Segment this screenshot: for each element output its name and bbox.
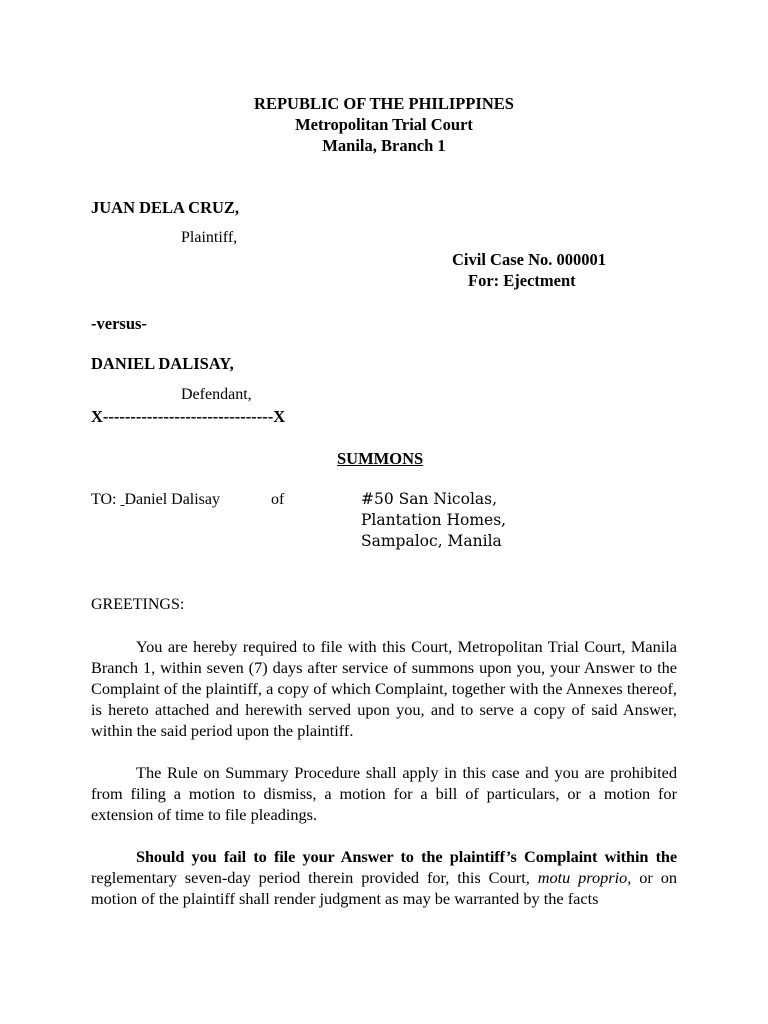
- versus-label: -versus-: [91, 314, 147, 333]
- header-branch: Manila, Branch 1: [322, 136, 446, 155]
- of-label: of: [271, 491, 285, 508]
- body-paragraph-1: [91, 636, 677, 741]
- body-paragraph-2-text: The Rule on Summary Procedure shall apply in this case and you are prohibited from filing a motion to dismiss, a motion for a bill of particulars, or a motion for extension of time to file pleadings.: [91, 763, 677, 824]
- plaintiff-name: JUAN DELA CRUZ,: [91, 198, 240, 217]
- defendant-name: DANIEL DALISAY,: [91, 354, 234, 373]
- greeting: GREETINGS:: [91, 596, 185, 613]
- address-line-1: #50 San Nicolas,: [361, 490, 498, 508]
- document-title: SUMMONS: [337, 449, 424, 468]
- body-paragraph-2: [91, 762, 677, 825]
- body-paragraph-3-text: [91, 846, 677, 909]
- caption-separator: X-------------------------------X: [91, 407, 286, 426]
- warning-bold-text: Should you fail to file your Answer to the plaintiff’s Complaint within the: [136, 847, 677, 866]
- to-label: TO:: [91, 491, 117, 508]
- case-nature: For: Ejectment: [468, 271, 576, 290]
- body-paragraph-1-text: You are hereby required to file with this Court, Metropolitan Trial Court, Manila Branch 1, within seven (7) days after service of summons upon you, your Answer to the Complaint of the plaintiff, a copy of which Complaint, together with the Annexes thereof, is hereto attached and herewith served upon you, and to serve a copy of said Answer, within the said period upon the plaintiff.: [91, 637, 677, 740]
- header-court: Metropolitan Trial Court: [295, 115, 473, 134]
- plaintiff-role: Plaintiff,: [181, 229, 238, 246]
- paragraph-3-text-a: reglementary seven-day period therein provided for, this Court,: [91, 868, 530, 887]
- addressee-name: Daniel Dalisay: [124, 491, 221, 508]
- address-line-2: Plantation Homes,: [361, 511, 507, 529]
- paragraph-3-text-b: or on motion of the plaintiff shall render judgment as may be warranted by the facts: [91, 868, 677, 908]
- addressee-line: [91, 491, 220, 509]
- header-republic: REPUBLIC OF THE PHILIPPINES: [254, 94, 514, 113]
- body-paragraph-3: [91, 846, 677, 909]
- case-number: Civil Case No. 000001: [452, 250, 606, 269]
- address-line-3: Sampaloc, Manila: [361, 532, 502, 550]
- paragraph-3-italic: motu proprio,: [537, 868, 632, 887]
- defendant-role: Defendant,: [181, 386, 252, 403]
